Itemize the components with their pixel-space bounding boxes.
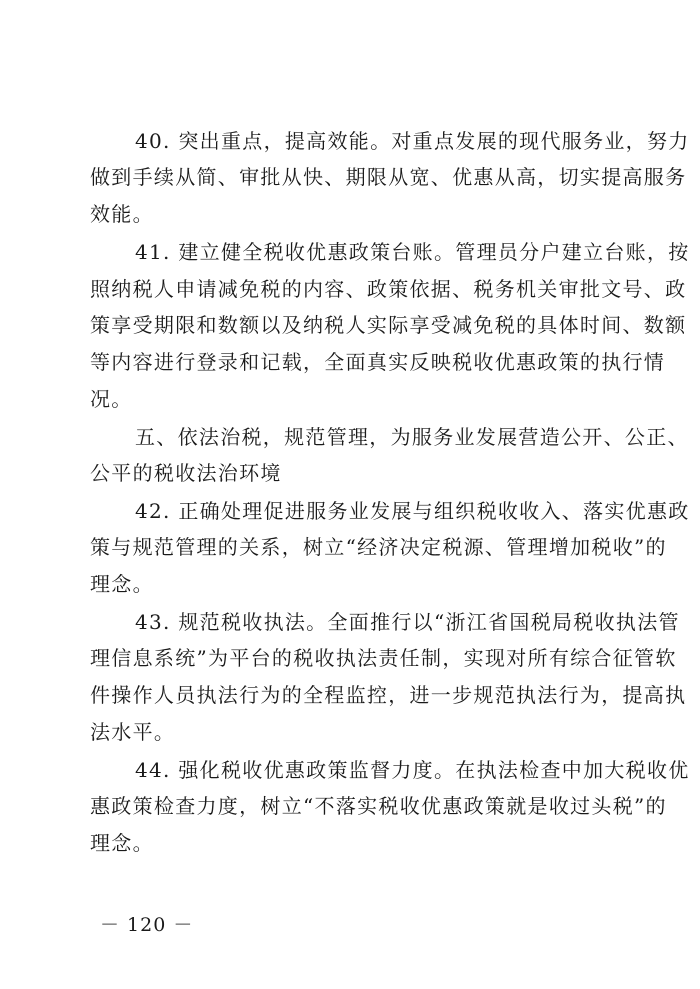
paragraph-40-line-3: 效能。 [90, 202, 154, 226]
paragraph-43-line-1: 43. 规范税收执法。全面推行以“浙江省国税局税收执法管 [135, 610, 680, 634]
paragraph-40-line-2: 做到手续从简、审批从快、期限从宽、优惠从高，切实提高服务 [90, 165, 687, 189]
paragraph-43-line-2: 理信息系统”为平台的税收执法责任制，实现对所有综合征管软 [90, 646, 677, 670]
page-number: － 120 － [100, 914, 194, 936]
paragraph-42-line-2: 策与规范管理的关系，树立“经济决定税源、管理增加税收”的 [90, 535, 667, 559]
section-heading-line-1: 五、依法治税，规范管理，为服务业发展营造公开、公正、 [135, 425, 689, 449]
paragraph-40-line-1: 40. 突出重点，提高效能。对重点发展的现代服务业，努力 [135, 129, 690, 153]
paragraph-44-line-2: 惠政策检查力度，树立“不落实税收优惠政策就是收过头税”的 [90, 794, 667, 818]
paragraph-42-line-1: 42. 正确处理促进服务业发展与组织税收收入、落实优惠政 [135, 499, 690, 523]
paragraph-41-line-1: 41. 建立健全税收优惠政策台账。管理员分户建立台账，按 [135, 240, 690, 264]
paragraph-44-line-3: 理念。 [90, 831, 154, 855]
paragraph-42-line-3: 理念。 [90, 572, 154, 596]
paragraph-41-line-5: 况。 [90, 387, 133, 411]
paragraph-44-line-1: 44. 强化税收优惠政策监督力度。在执法检查中加大税收优 [135, 758, 690, 782]
paragraph-41-line-2: 照纳税人申请减免税的内容、政策依据、税务机关审批文号、政 [90, 277, 687, 301]
section-heading-line-2: 公平的税收法治环境 [90, 461, 282, 485]
paragraph-43-line-4: 法水平。 [90, 720, 176, 744]
paragraph-43-line-3: 件操作人员执法行为的全程监控，进一步规范执法行为，提高执 [90, 683, 687, 707]
paragraph-41-line-4: 等内容进行登录和记载，全面真实反映税收优惠政策的执行情 [90, 350, 666, 374]
paragraph-41-line-3: 策享受期限和数额以及纳税人实际享受减免税的具体时间、数额 [90, 313, 687, 337]
